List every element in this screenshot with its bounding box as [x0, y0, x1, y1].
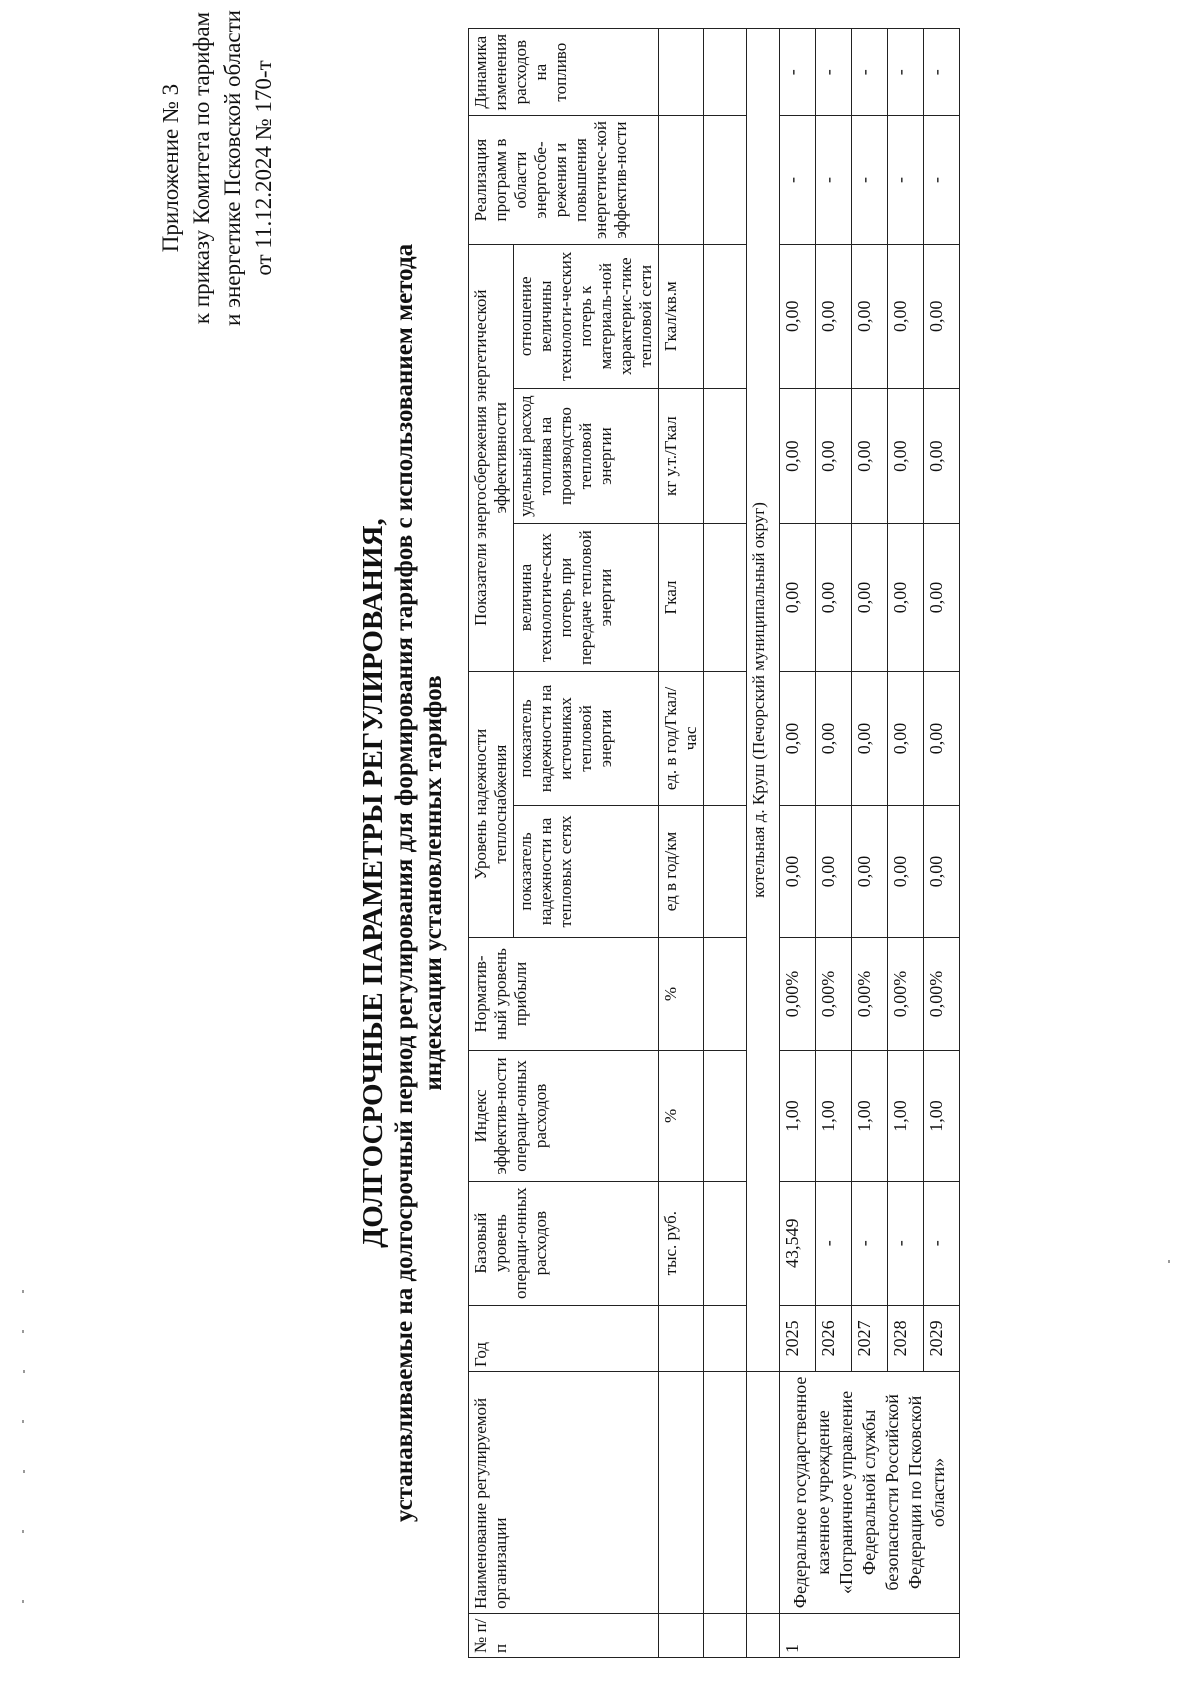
- regulation-parameters-table: [468, 28, 960, 1658]
- cell-reliability-networks: 0,00: [780, 806, 816, 937]
- cell-tech-losses: 0,00: [780, 524, 816, 671]
- header-base-level: Базовый уровень операци-онных расходов: [469, 1181, 659, 1305]
- spacer-row: [704, 29, 747, 1658]
- unit-reliability-sources: ед. в год/Гкал/час: [659, 671, 704, 806]
- cell-programs: -: [816, 116, 852, 244]
- cell-year: 2025: [780, 1305, 816, 1371]
- cell-tech-losses: 0,00: [924, 524, 960, 671]
- cell-fuel-dynamics: -: [924, 29, 960, 116]
- header-num: № п/п: [469, 1613, 659, 1657]
- cell-profit-level: 0,00%: [924, 937, 960, 1051]
- units-cell-year: [659, 1305, 704, 1371]
- cell-year: 2026: [816, 1305, 852, 1371]
- cell-base-level: -: [816, 1181, 852, 1305]
- cell-fuel-rate: 0,00: [816, 388, 852, 524]
- header-programs: Реализация программ в области энергосбе-режения и повышения энергетичес-кой эффектив-ности: [469, 116, 659, 244]
- cell-reliability-networks: 0,00: [888, 806, 924, 937]
- unit-loss-ratio: Гкал/кв.м: [659, 244, 704, 388]
- header-profit-level: Норматив-ный уровень прибыли: [469, 937, 659, 1051]
- cell-reliability-sources: 0,00: [852, 671, 888, 806]
- cell-fuel-dynamics: -: [852, 29, 888, 116]
- cell-fuel-rate: 0,00: [924, 388, 960, 524]
- cell-programs: -: [852, 116, 888, 244]
- cell-fuel-rate: 0,00: [852, 388, 888, 524]
- cell-reliability-networks: 0,00: [924, 806, 960, 937]
- organization-name: Федеральное государственное казенное учреждение «Пограничное управление Федеральной службы безопасности Российской Федерации по Псковской области»: [780, 1371, 960, 1613]
- table-row: [780, 29, 816, 1658]
- unit-profit-level: %: [659, 937, 704, 1051]
- cell-efficiency-index: 1,00: [780, 1051, 816, 1181]
- unit-reliability-networks: ед в год/км: [659, 806, 704, 937]
- units-cell-num: [659, 1613, 704, 1657]
- header-fuel-dynamics: Динамика изменения расходов на топливо: [469, 29, 659, 116]
- cell-year: 2027: [852, 1305, 888, 1371]
- boiler-group-label: котельная д. Круш (Печорский муниципальный округ): [747, 29, 780, 1372]
- header-energy-efficiency-group: Показатели энергосбережения энергетической эффективности: [469, 244, 514, 671]
- units-cell-org: [659, 1371, 704, 1613]
- cell-fuel-dynamics: -: [888, 29, 924, 116]
- units-row: [659, 29, 704, 1658]
- cell-base-level: -: [852, 1181, 888, 1305]
- cell-profit-level: 0,00%: [888, 937, 924, 1051]
- unit-efficiency-index: %: [659, 1051, 704, 1181]
- header-tech-losses: величина технологиче-ских потерь при передаче тепловой энергии: [514, 524, 659, 671]
- appendix-order-line: к приказу Комитета по тарифам: [189, 11, 214, 325]
- scan-speck: [22, 1420, 24, 1423]
- document-title: [356, 128, 448, 1638]
- boiler-group-row: [747, 29, 780, 1658]
- cell-loss-ratio: 0,00: [924, 244, 960, 388]
- scan-speck: [23, 1470, 25, 1473]
- scan-speck: [23, 1370, 25, 1373]
- unit-tech-losses: Гкал: [659, 524, 704, 671]
- header-loss-ratio: отношение величины технологи-ческих потерь к материаль-ной характерис-тике тепловой сети: [514, 244, 659, 388]
- cell-tech-losses: 0,00: [816, 524, 852, 671]
- cell-programs: -: [924, 116, 960, 244]
- header-reliability-networks: показатель надежности на тепловых сетях: [514, 806, 659, 937]
- cell-programs: -: [888, 116, 924, 244]
- cell-efficiency-index: 1,00: [888, 1051, 924, 1181]
- cell-programs: -: [780, 116, 816, 244]
- header-organization: Наименование регулируемой организации: [469, 1371, 659, 1613]
- cell-profit-level: 0,00%: [780, 937, 816, 1051]
- cell-reliability-networks: 0,00: [816, 806, 852, 937]
- scan-speck: [22, 1290, 24, 1293]
- title-main: ДОЛГОСРОЧНЫЕ ПАРАМЕТРЫ РЕГУЛИРОВАНИЯ,: [357, 518, 389, 1248]
- cell-reliability-sources: 0,00: [888, 671, 924, 806]
- cell-reliability-sources: 0,00: [780, 671, 816, 806]
- cell-fuel-dynamics: -: [816, 29, 852, 116]
- title-subtitle-end: индексации установленных тарифов: [420, 675, 447, 1091]
- scan-speck: [22, 1530, 24, 1533]
- header-reliability-group: Уровень надежности теплоснабжения: [469, 671, 514, 937]
- cell-reliability-sources: 0,00: [816, 671, 852, 806]
- units-cell-programs: [659, 116, 704, 244]
- cell-profit-level: 0,00%: [852, 937, 888, 1051]
- appendix-date-line: от 11.12.2024 № 170-т: [251, 60, 276, 276]
- cell-base-level: 43,549: [780, 1181, 816, 1305]
- appendix-number: Приложение № 3: [158, 83, 183, 253]
- row-number: 1: [780, 1613, 960, 1657]
- appendix-header: [155, 0, 279, 358]
- scan-speck: [22, 1600, 24, 1603]
- cell-loss-ratio: 0,00: [888, 244, 924, 388]
- header-efficiency-index: Индекс эффектив-ности операци-онных расходов: [469, 1051, 659, 1181]
- cell-efficiency-index: 1,00: [816, 1051, 852, 1181]
- cell-base-level: -: [888, 1181, 924, 1305]
- cell-profit-level: 0,00%: [816, 937, 852, 1051]
- unit-base-level: тыс. руб.: [659, 1181, 704, 1305]
- cell-year: 2029: [924, 1305, 960, 1371]
- cell-year: 2028: [888, 1305, 924, 1371]
- scan-speck: [22, 1330, 24, 1333]
- appendix-committee-line: и энергетике Псковской области: [220, 10, 245, 326]
- header-row-1: [469, 29, 514, 1658]
- header-fuel-rate: удельный расход топлива на производство тепловой энергии: [514, 388, 659, 524]
- cell-loss-ratio: 0,00: [852, 244, 888, 388]
- cell-tech-losses: 0,00: [852, 524, 888, 671]
- header-reliability-sources: показатель надежности на источниках тепловой энергии: [514, 671, 659, 806]
- cell-fuel-dynamics: -: [780, 29, 816, 116]
- cell-efficiency-index: 1,00: [924, 1051, 960, 1181]
- scan-speck: [1168, 1260, 1170, 1263]
- cell-efficiency-index: 1,00: [852, 1051, 888, 1181]
- cell-reliability-sources: 0,00: [924, 671, 960, 806]
- cell-fuel-rate: 0,00: [888, 388, 924, 524]
- cell-base-level: -: [924, 1181, 960, 1305]
- cell-tech-losses: 0,00: [888, 524, 924, 671]
- cell-fuel-rate: 0,00: [780, 388, 816, 524]
- units-cell-dynamics: [659, 29, 704, 116]
- unit-fuel-rate: кг у.т./Гкал: [659, 388, 704, 524]
- cell-loss-ratio: 0,00: [780, 244, 816, 388]
- title-subtitle: устанавливаемые на долгосрочный период регулирования для формирования тарифов с использованием метода: [391, 243, 418, 1523]
- cell-reliability-networks: 0,00: [852, 806, 888, 937]
- cell-loss-ratio: 0,00: [816, 244, 852, 388]
- header-year: Год: [469, 1305, 659, 1371]
